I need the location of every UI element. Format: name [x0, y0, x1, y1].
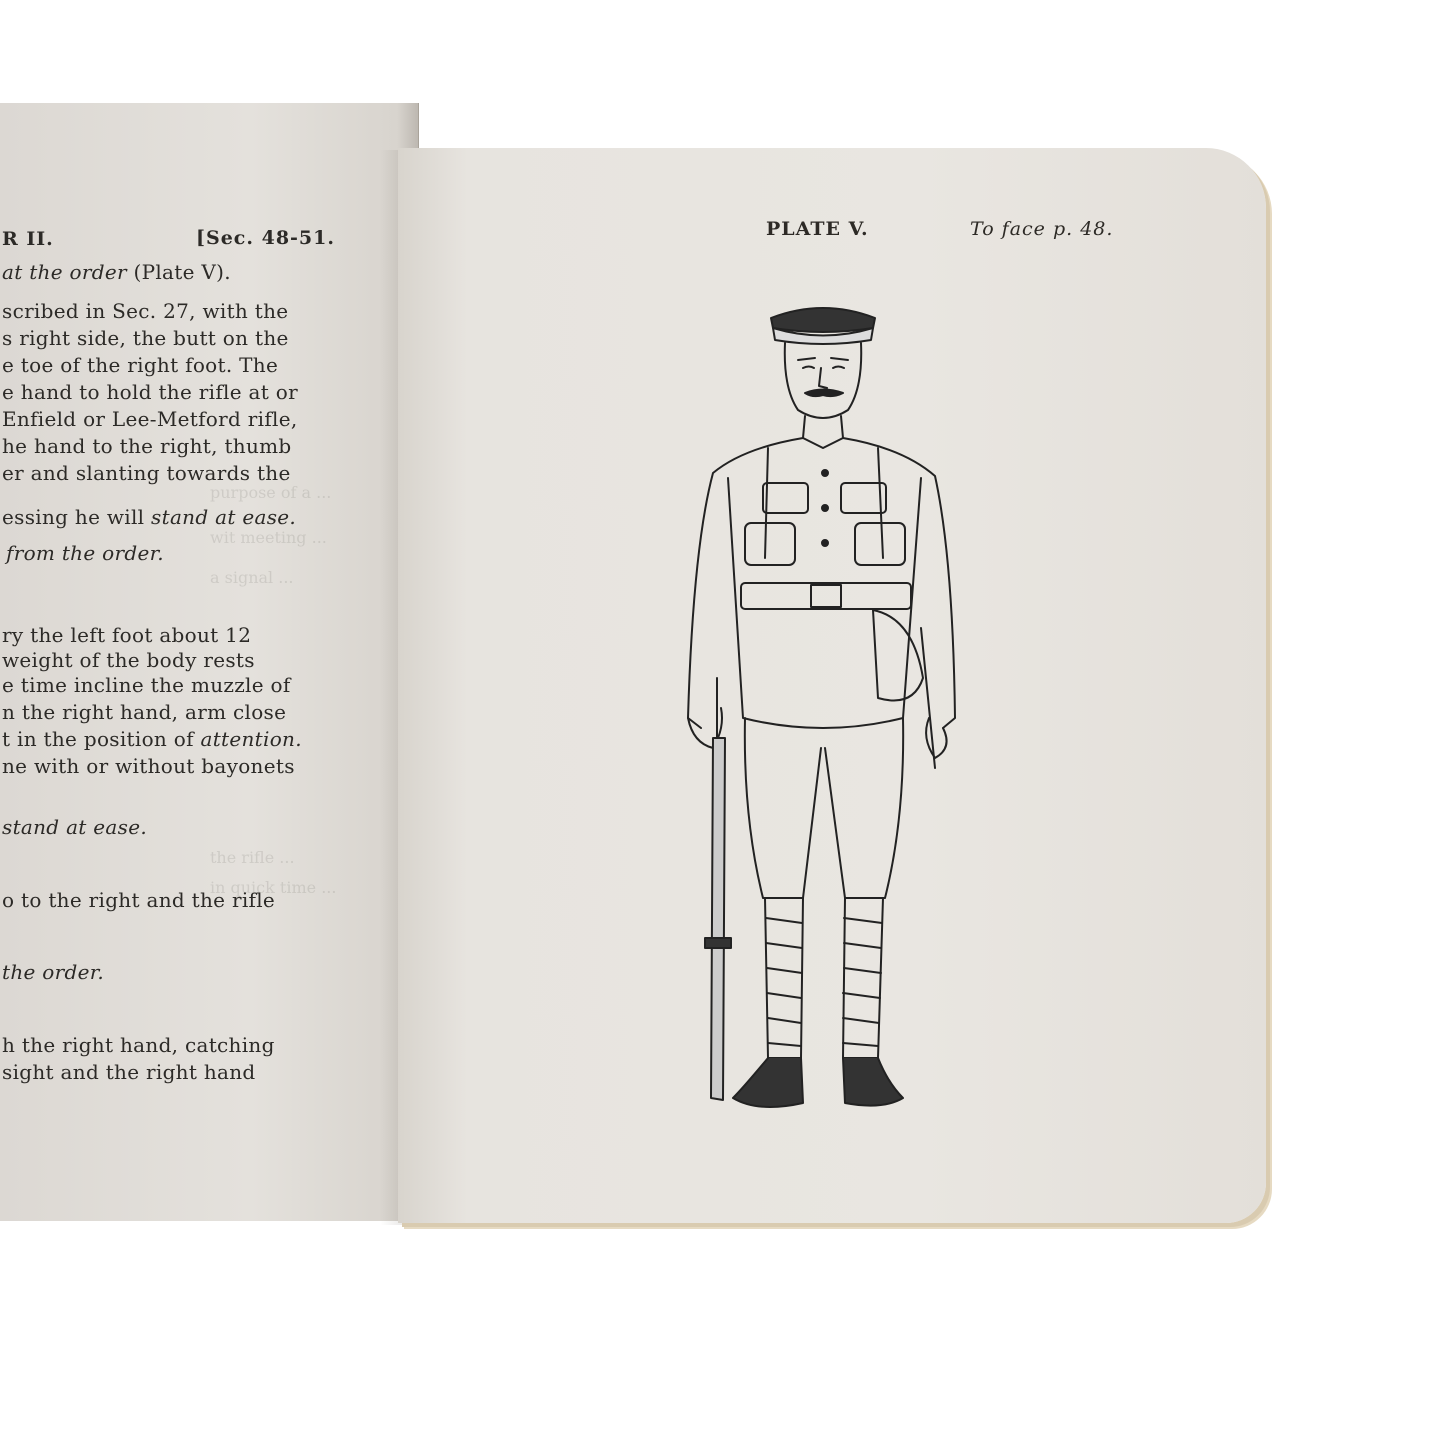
facing-page-note: To face p. 48.: [970, 218, 1114, 240]
text-line: essing he will stand at ease.: [2, 505, 297, 529]
text-line: e time incline the muzzle of: [2, 673, 291, 697]
page-header-chapter: R II.: [2, 228, 54, 250]
soldier-illustration: [673, 298, 973, 1258]
text-line: Enfield or Lee-Metford rifle,: [2, 407, 298, 431]
text-line: ne with or without bayonets: [2, 754, 295, 778]
left-page: R II. [Sec. 48-51. at the order (Plate V). scribed in Sec. 27, with the s right side, the butt on the e toe of the right foot. The e hand to hold the rifle at or Enfield or Lee-Metford rifle, he hand to the right, thumb er and slanting towards the essing he will stand at ease. from the order. ry the left foot about 12 weight of the body rests e time incline the muzzle of n the right hand, arm close t in the position of attention. ne with or without bayonets stand at ease. o to the right and the rifle the order. h the right hand, catching sight and the right hand purpose of a ... wit meeting ... a signal ... the rifle ... in quick time ...: [0, 103, 419, 1221]
text-line: o to the right and the rifle: [2, 888, 276, 912]
text-line: the order.: [2, 960, 105, 984]
plate-label: PLATE V.: [766, 218, 869, 240]
text-line: he hand to the right, thumb: [2, 434, 292, 458]
text-line: at the order (Plate V).: [2, 260, 231, 284]
text-line: n the right hand, arm close: [2, 700, 287, 724]
text-line: from the order.: [6, 541, 164, 565]
text-line: ry the left foot about 12: [2, 623, 252, 647]
text-line: s right side, the butt on the: [2, 326, 289, 350]
text-line: e hand to hold the rifle at or: [2, 380, 298, 404]
text-line: e toe of the right foot. The: [2, 353, 279, 377]
text-line: sight and the right hand: [2, 1060, 256, 1084]
text-line: scribed in Sec. 27, with the: [2, 299, 289, 323]
text-line: h the right hand, catching: [2, 1033, 275, 1057]
page-header-section: [Sec. 48-51.: [196, 227, 335, 249]
text-line: er and slanting towards the: [2, 461, 291, 485]
text-line: t in the position of attention.: [2, 727, 302, 751]
text-line: stand at ease.: [2, 815, 148, 839]
right-page: [398, 148, 1266, 1223]
text-line: weight of the body rests: [2, 648, 255, 672]
